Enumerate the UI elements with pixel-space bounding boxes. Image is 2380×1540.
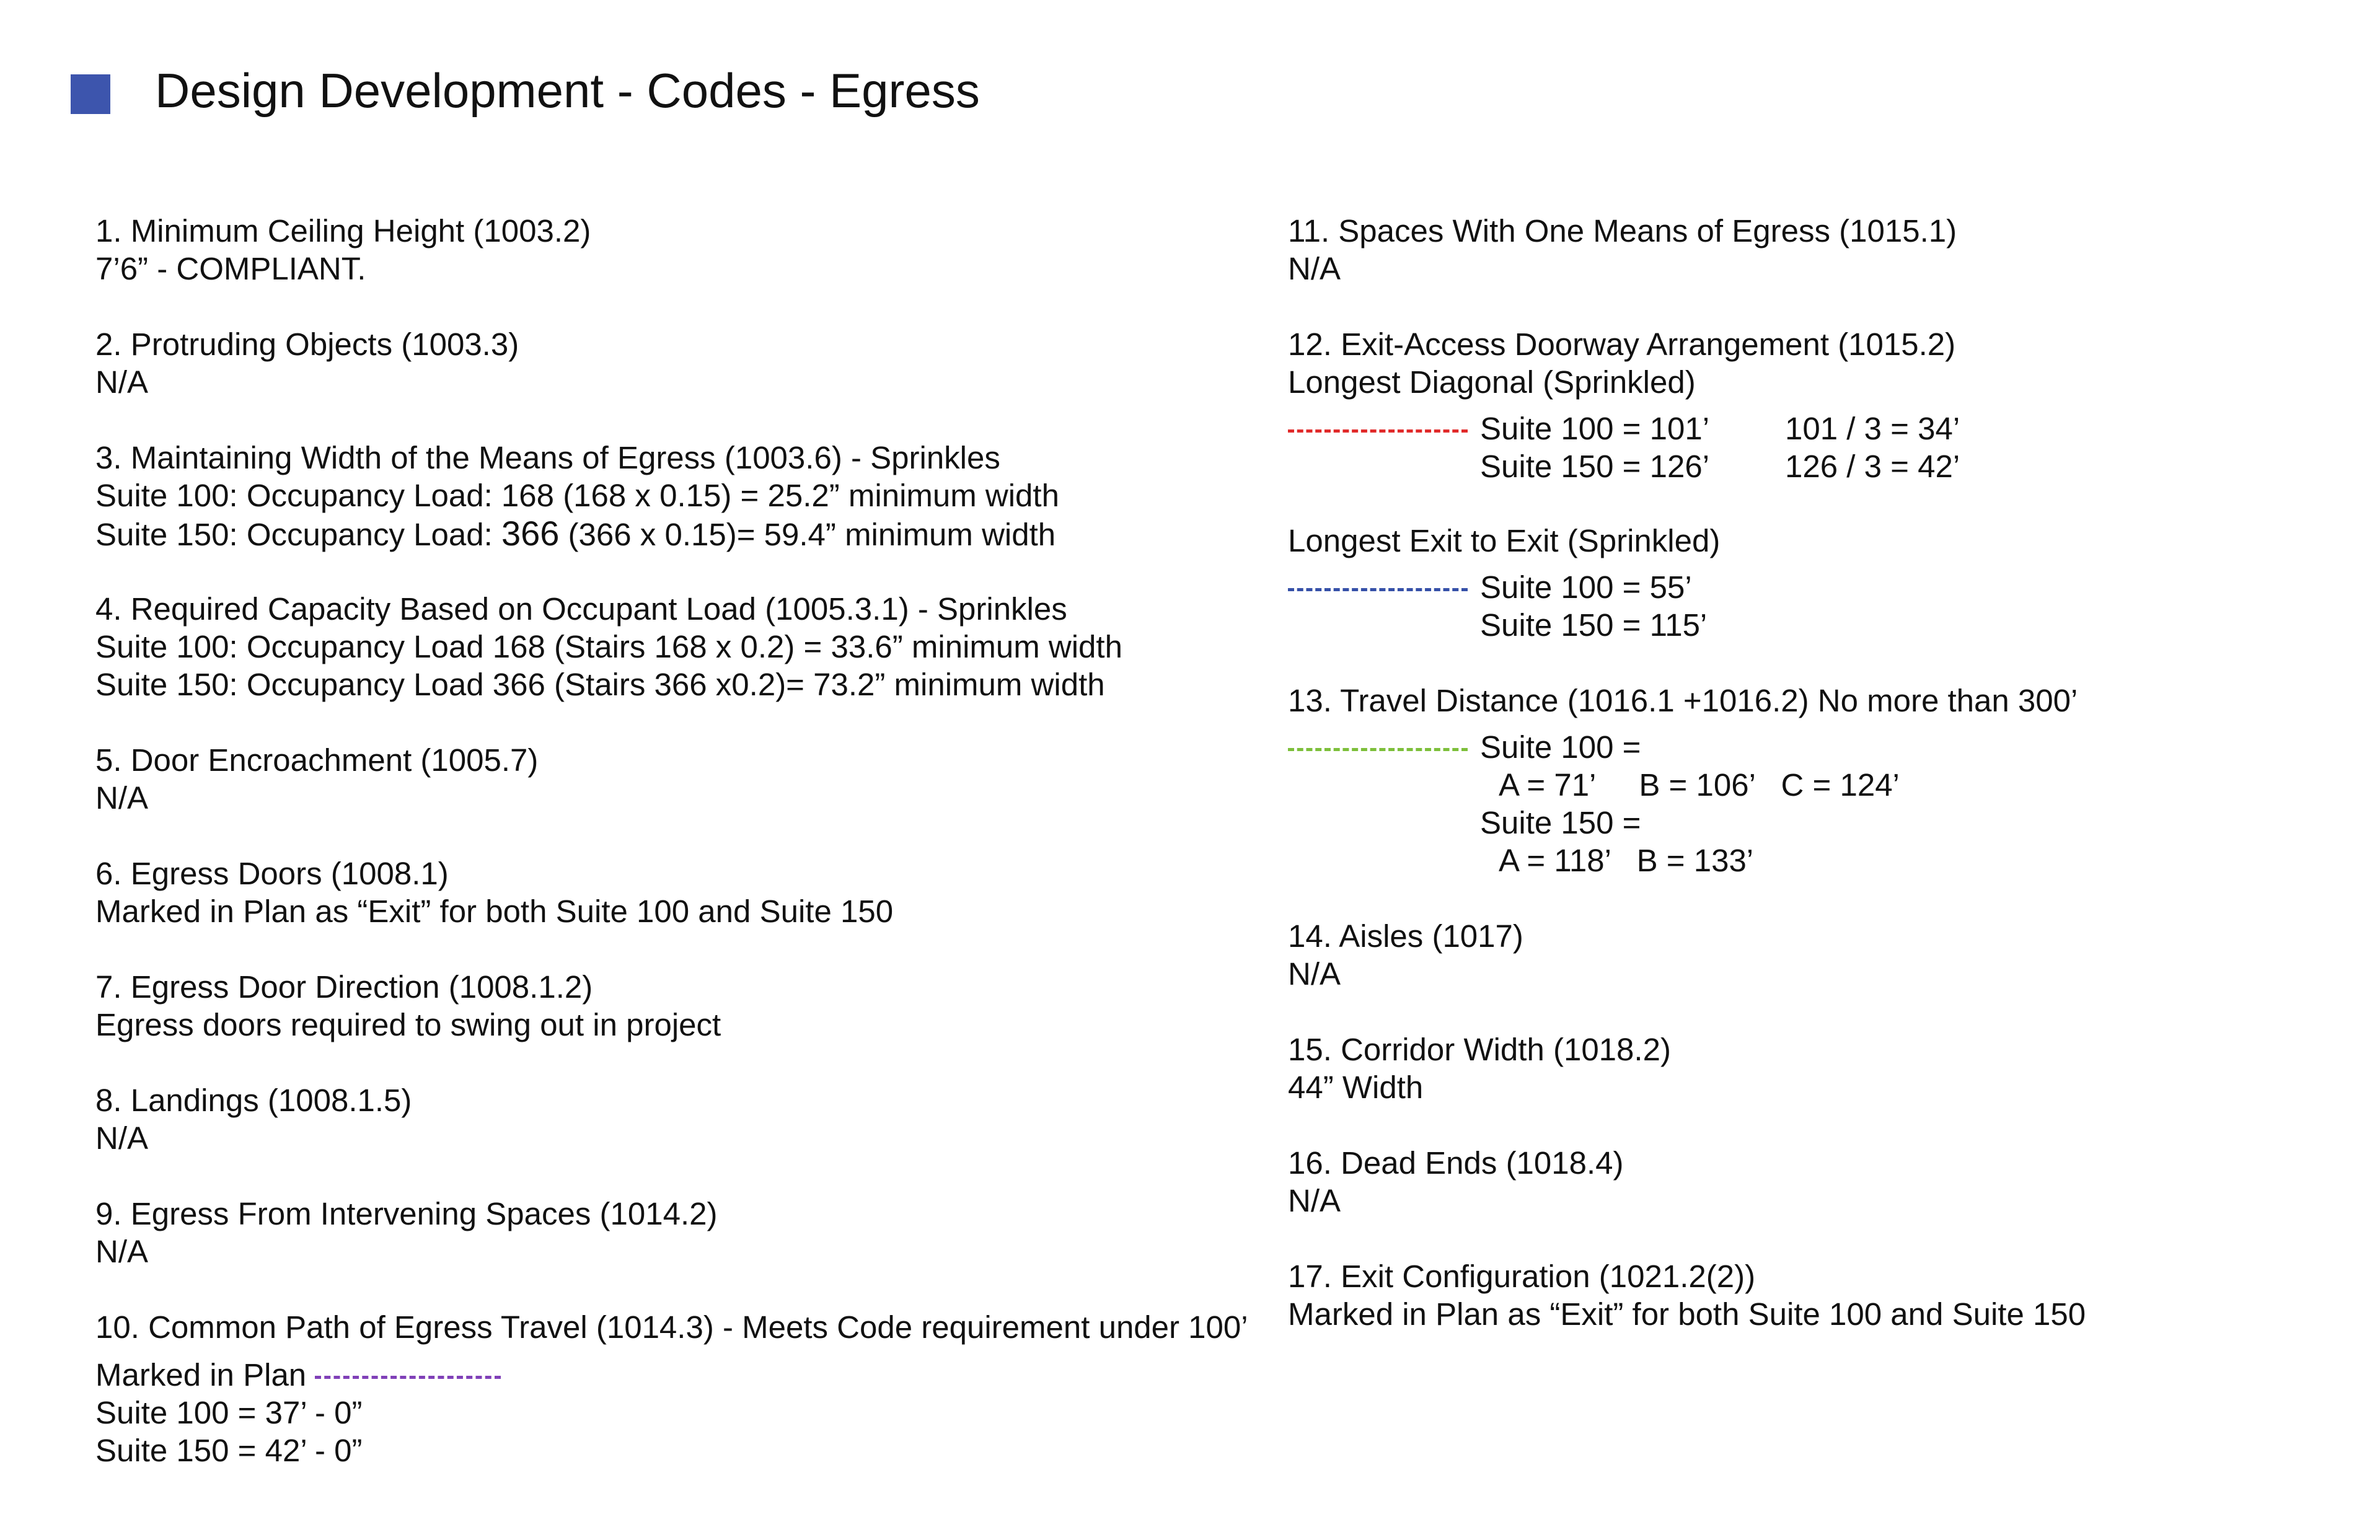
item-12-exit-suite-150: Suite 150 = 115’ <box>1480 607 1708 643</box>
item-2-title: 2. Protruding Objects (1003.3) <box>95 327 519 362</box>
item-6-title: 6. Egress Doors (1008.1) <box>95 856 449 891</box>
item-13-suite-150-values: A = 118’ B = 133’ <box>1499 843 1754 878</box>
item-3-value-suite-100: Suite 100: Occupancy Load: 168 (168 x 0.15) = 25.2” minimum width <box>95 478 1059 513</box>
item-10-suite-100: Suite 100 = 37’ - 0” <box>95 1395 363 1430</box>
right-column <box>1288 212 2342 1333</box>
item-4-title: 4. Required Capacity Based on Occupant Load (1005.3.1) - Sprinkles <box>95 591 1067 627</box>
item-12-diagonal-suite-100-value: Suite 100 = 101’ <box>1480 411 1710 446</box>
item-8-value: N/A <box>95 1120 149 1156</box>
item-1-title: 1. Minimum Ceiling Height (1003.2) <box>95 213 591 249</box>
item-12-diagonal-suite-150-value: Suite 150 = 126’ <box>1480 449 1710 484</box>
item-9-title: 9. Egress From Intervening Spaces (1014.2) <box>95 1196 718 1231</box>
item-11-value: N/A <box>1288 251 1341 286</box>
item-17-title: 17. Exit Configuration (1021.2(2)) <box>1288 1259 1756 1294</box>
left-column <box>95 212 1273 1469</box>
item-14-value: N/A <box>1288 956 1341 992</box>
item-10-marked-in-plan <box>95 1356 1273 1394</box>
item-3-value-suite-150 <box>95 514 1273 552</box>
travel-distance-legend-line <box>1288 748 1468 751</box>
item-7-value: Egress doors required to swing out in project <box>95 1007 721 1042</box>
common-path-legend-line <box>315 1376 501 1379</box>
item-12-exit-suite-100-value: Suite 100 = 55’ <box>1480 570 1692 605</box>
header <box>0 0 2380 161</box>
item-6-value: Marked in Plan as “Exit” for both Suite 100 and Suite 150 <box>95 894 894 929</box>
title-accent-square <box>71 74 110 114</box>
item-3-suite-150-label: Suite 150: Occupancy Load: <box>95 517 501 552</box>
item-4-value-suite-150: Suite 150: Occupancy Load 366 (Stairs 366 x0.2)= 73.2” minimum width <box>95 667 1105 702</box>
item-1-value: 7’6” - COMPLIANT. <box>95 251 366 286</box>
item-17-value: Marked in Plan as “Exit” for both Suite 100 and Suite 150 <box>1288 1296 2086 1332</box>
item-4-value-suite-100: Suite 100: Occupancy Load 168 (Stairs 168 x 0.2) = 33.6” minimum width <box>95 629 1122 664</box>
item-16-value: N/A <box>1288 1183 1341 1218</box>
item-13-suite-100 <box>1288 728 2342 766</box>
item-13-suite-150-label: Suite 150 = <box>1480 805 1641 840</box>
item-13-suite-100-label: Suite 100 = <box>1480 729 1641 765</box>
item-13-title: 13. Travel Distance (1016.1 +1016.2) No more than 300’ <box>1288 683 2078 718</box>
item-10-title: 10. Common Path of Egress Travel (1014.3) - Meets Code requirement under 100’ <box>95 1309 1248 1345</box>
diagonal-legend-line <box>1288 429 1468 433</box>
item-16-title: 16. Dead Ends (1018.4) <box>1288 1145 1624 1181</box>
item-15-value: 44” Width <box>1288 1070 1424 1105</box>
item-12-longest-diagonal-label: Longest Diagonal (Sprinkled) <box>1288 364 1696 400</box>
item-10-marked-label: Marked in Plan <box>95 1357 307 1393</box>
page-title: Design Development - Codes - Egress <box>155 63 980 118</box>
item-15-title: 15. Corridor Width (1018.2) <box>1288 1032 1671 1067</box>
item-3-suite-150-load: 366 <box>501 514 560 553</box>
item-2-value: N/A <box>95 364 149 400</box>
exit-to-exit-legend-line <box>1288 588 1468 591</box>
item-12-diagonal-suite-150 <box>1288 447 2342 485</box>
item-7-title: 7. Egress Door Direction (1008.1.2) <box>95 969 593 1005</box>
item-11-title: 11. Spaces With One Means of Egress (1015.1) <box>1288 213 1957 249</box>
item-10-suite-150: Suite 150 = 42’ - 0” <box>95 1433 363 1468</box>
item-12-title: 12. Exit-Access Doorway Arrangement (1015.2) <box>1288 327 1956 362</box>
item-3-title: 3. Maintaining Width of the Means of Egress (1003.6) - Sprinkles <box>95 440 1000 475</box>
item-9-value: N/A <box>95 1234 149 1269</box>
item-12-diagonal-suite-100-calc: 101 / 3 = 34’ <box>1785 411 1960 446</box>
item-5-value: N/A <box>95 780 149 816</box>
item-14-title: 14. Aisles (1017) <box>1288 918 1523 954</box>
item-3-suite-150-calc: (366 x 0.15)= 59.4” minimum width <box>559 517 1056 552</box>
item-12-diagonal-suite-100 <box>1288 410 2342 447</box>
item-13-suite-100-values: A = 71’ B = 106’ C = 124’ <box>1499 767 1900 803</box>
item-5-title: 5. Door Encroachment (1005.7) <box>95 742 539 778</box>
item-12-exit-to-exit-label: Longest Exit to Exit (Sprinkled) <box>1288 523 1721 558</box>
item-8-title: 8. Landings (1008.1.5) <box>95 1083 412 1118</box>
item-12-exit-suite-100 <box>1288 568 2342 606</box>
item-12-diagonal-suite-150-calc: 126 / 3 = 42’ <box>1785 449 1960 484</box>
